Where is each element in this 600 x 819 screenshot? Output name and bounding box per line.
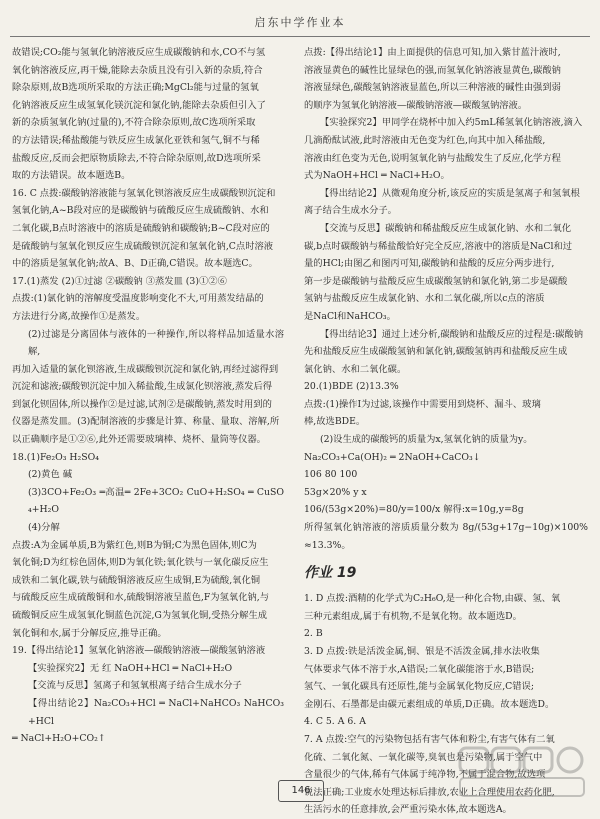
- right-line: 3. D 点拨:铁是活泼金属,铜、银是不活泼金属,排水法收集: [304, 646, 540, 657]
- left-line: 的方法错误;稀盐酸能与铁反应生成氯化亚铁和氢气,铜不与稀: [12, 134, 260, 146]
- left-line: 方法进行分离,故操作①是蒸发。: [12, 310, 146, 322]
- left-line: (2)黄色 碱: [28, 469, 73, 481]
- header-rule: [10, 36, 590, 37]
- left-line: 除杂原则,故B选项所采取的方法正确;MgCl₂能与过量的氢氧: [12, 82, 259, 94]
- right-line: 几滴酚酞试液,此时溶液由无色变为红色,向其中加入稀盐酸,: [304, 134, 546, 146]
- right-line: 化硫、二氧化氮、一氧化碳等,臭氧也是污染物,属于空气中: [304, 751, 543, 763]
- right-line: 金刚石、石墨都是由碳元素组成的单质,D正确。故本题选D。: [304, 698, 555, 710]
- right-line: 1. D 点拨:酒精的化学式为C₂H₆O,是一种化合物,由碳、氢、氧: [304, 593, 561, 605]
- right-column: [304, 44, 588, 819]
- left-line: 硫酸铜反应生成氢氧化铜蓝色沉淀,G为氢氧化铜,受热分解生成: [12, 610, 268, 621]
- header-title: 启东中学作业本: [254, 16, 346, 29]
- left-line: 仪器是蒸发皿。(3)配制溶液的步骤是计算、称量、量取、溶解,所: [12, 416, 280, 428]
- right-line: 【实验探究2】甲同学在烧杯中加入约5mL稀氢氧化钠溶液,滴入: [320, 117, 583, 129]
- left-line: (4)分解: [28, 522, 60, 534]
- right-line: 溶液由红色变为无色,说明氢氧化钠与盐酸发生了反应,化学方程: [304, 152, 561, 164]
- left-line: 新的杂质氢氧化钠(过量的),不符合除杂原则,故C选项所采取: [12, 117, 256, 129]
- left-line: 氧化钠溶液反应,再干燥,能除去杂质且没有引入新的杂质,符合: [12, 64, 263, 76]
- right-line: 碳,b点时碳酸钠与稀盐酸恰好完全反应,溶液中的溶质是NaCl和过: [304, 240, 573, 252]
- left-line: 17.(1)蒸发 (2)①过滤 ②碳酸钠 ③蒸发皿 (3)①②⑥: [12, 275, 227, 287]
- left-line: 到氯化钡固体,所以操作②是过滤,试剂②是碳酸钠,蒸发时用到的: [12, 398, 272, 410]
- right-line: 式为NaOH+HCl ═ NaCl+H₂O。: [304, 170, 450, 182]
- right-line: 氢钠与盐酸反应生成氯化钠、水和二氧化碳,所以c点的溶质: [304, 293, 545, 305]
- left-line: 氢氧化钠,A~B段对应的是碳酸钠与硫酸反应生成硫酸钠、水和: [12, 205, 269, 217]
- left-line: 取的方法错误。故本题选B。: [12, 170, 131, 182]
- left-line: 以正确顺序是①②⑥,此外还需要玻璃棒、烧杯、量筒等仪器。: [12, 434, 266, 446]
- right-line: 量的HCl;由图乙和图丙可知,碳酸钠和盐酸的反应分两步进行,: [304, 258, 555, 270]
- right-line: 53g×20% y x: [304, 486, 367, 498]
- right-line: 第一步是碳酸钠与盐酸反应生成碳酸氢钠和氯化钠,第二步是碳酸: [304, 275, 568, 287]
- left-line: 氧化铜;D为红棕色固体,则D为氧化铁;氧化铁与一氧化碳反应生: [12, 557, 269, 569]
- left-line: 氧化铜和水,属于分解反应,推导正确。: [12, 627, 167, 639]
- right-line: 离子结合生成水分子。: [304, 205, 397, 217]
- left-line: 再加入适量的氯化钡溶液,生成碳酸钡沉淀和氯化钠,再经过滤得到: [12, 363, 279, 375]
- right-line: 4. C 5. A 6. A: [304, 716, 366, 728]
- left-line: 【实验探究2】无 红 NaOH+HCl ═ NaCl+H₂O: [28, 662, 233, 674]
- left-line: 中的溶质是氢氧化钠;故A、B、D正确,C错误。故本题选C。: [12, 258, 258, 270]
- right-line: 溶液显绿色,碳酸氢钠溶液显蓝色,所以三种溶液的碱性由强到弱: [304, 82, 561, 94]
- left-line: 沉淀和滤液;碳酸钡沉淀中加入稀盐酸,生成氯化钡溶液,蒸发后得: [12, 381, 273, 393]
- right-line: 106 80 100: [304, 469, 358, 481]
- right-line: 先和盐酸反应生成碳酸氢钠和氯化钠,碳酸氢钠再和盐酸反应生成: [304, 346, 568, 358]
- left-line: 点拨:A为金属单质,B为紫红色,则B为铜;C为黑色固体,则C为: [12, 539, 257, 551]
- right-line: 是NaCl和NaHCO₃。: [304, 310, 396, 322]
- page-header: [0, 14, 600, 40]
- right-line: 气体要求气体不溶于水,A错误;二氧化碳能溶于水,B错误;: [304, 663, 535, 675]
- left-line: (3)3CO+Fe₂O₃ ═高温═ 2Fe+3CO₂ CuO+H₂SO₄ ═ CuSO₄+H₂O: [28, 486, 284, 516]
- left-line: (2)过滤是分离固体与液体的一种操作,所以将样品加适量水溶解,: [28, 328, 284, 358]
- left-line: 【交流与反思】氢离子和氢氧根离子结合生成水分子: [28, 680, 242, 692]
- right-line: 【得出结论3】通过上述分析,碳酸钠和盐酸反应的过程是:碳酸钠: [320, 328, 584, 340]
- right-line: 7. A 点拨:空气的污染物包括有害气体和粉尘,有害气体有二氧: [304, 733, 555, 745]
- right-line: 氯化钠、水和二氧化碳。: [304, 363, 407, 375]
- left-line: 化钠溶液反应生成氢氧化镁沉淀和氯化钠,能除去杂质但引入了: [12, 99, 266, 111]
- left-column: [12, 44, 284, 748]
- left-line: 16. C 点拨:碳酸钠溶液能与氢氧化钡溶液反应生成碳酸钡沉淀和: [12, 187, 276, 199]
- right-line: 【交流与反思】碳酸钠和稀盐酸反应生成氯化钠、水和二氧化: [320, 222, 572, 234]
- right-line: 生活污水的任意排放,会严重污染水体,故本题选A。: [304, 804, 512, 816]
- right-line: 氢气、一氧化碳具有还原性,能与金属氧化物反应,C错误;: [304, 681, 534, 693]
- left-line: 二氧化碳,B点时溶液中的溶质是硫酸钠和碳酸钠;B~C段对应的: [12, 222, 270, 234]
- left-line: 盐酸反应,反而会把原物质除去,不符合除杂原则,故D选项所采: [12, 152, 261, 164]
- right-line: 说法正确;工业废水处理达标后排放,农业上合理使用农药化肥,: [304, 786, 555, 798]
- left-line: 18.(1)Fe₂O₃ H₂SO₄: [12, 451, 99, 463]
- left-line: ═ NaCl+H₂O+CO₂↑: [12, 733, 106, 745]
- left-line: 点拨:(1)氯化钠的溶解度受温度影响变化不大,可用蒸发结晶的: [12, 293, 264, 305]
- right-line: 2. B: [304, 628, 323, 640]
- right-line: 棒,故选BDE。: [304, 416, 366, 428]
- right-line: 的顺序为氢氧化钠溶液—碳酸钠溶液—碳酸氢钠溶液。: [304, 99, 528, 111]
- left-line: 【得出结论2】Na₂CO₃+HCl ═ NaCl+NaHCO₃ NaHCO₃+HCl: [28, 697, 284, 727]
- right-line: 【得出结论2】从微观角度分析,该反应的实质是氢离子和氢氧根: [320, 187, 580, 199]
- right-line: Na₂CO₃+Ca(OH)₂ ═ 2NaOH+CaCO₃↓: [304, 451, 481, 463]
- right-line: 点拨:(1)操作Ⅰ为过滤,该操作中需要用到烧杯、漏斗、玻璃: [304, 398, 541, 410]
- right-line: 点拨:【得出结论1】由上面提供的信息可知,加入紫甘蓝汁液时,: [304, 47, 561, 58]
- right-line: 作业 19: [304, 565, 357, 582]
- page-number: 146: [278, 780, 324, 802]
- right-line: (2)设生成的碳酸钙的质量为x,氢氧化钠的质量为y。: [320, 434, 533, 446]
- left-line: 与硫酸反应生成硫酸铜和水,硫酸铜溶液呈蓝色,F为氢氧化钠,与: [12, 592, 270, 604]
- right-line: 三种元素组成,属于有机物,不是氧化物。故本题选D。: [304, 610, 522, 622]
- watermark-icon: [458, 744, 586, 800]
- left-line: 19.【得出结论1】氢氧化钠溶液—碳酸钠溶液—碳酸氢钠溶液: [12, 645, 266, 657]
- right-line: 106/(53g×20%)=80/y=100/x 解得:x=10g,y=8g: [304, 504, 524, 516]
- right-line: 溶液显黄色的碱性比显绿色的强,而氢氧化钠溶液显黄色,碳酸钠: [304, 64, 561, 76]
- right-line: 20.(1)BDE (2)13.3%: [304, 381, 399, 393]
- left-line: 是硫酸钠与氢氧化钡反应生成硫酸钡沉淀和氢氧化钠,C点时溶液: [12, 240, 274, 252]
- right-line: 含量很少的气体,稀有气体属于纯净物,不属于混合物,故选项: [304, 769, 546, 781]
- left-line: 成铁和二氧化碳,铁与硫酸铜溶液反应生成铜,E为硫酸,氧化铜: [12, 574, 261, 586]
- left-line: 故错误;CO₂能与氢氧化钠溶液反应生成碳酸钠和水,CO不与氢: [12, 47, 266, 58]
- right-line: 所得氢氧化钠溶液的溶质质量分数为 8g/(53g+17g−10g)×100%≈13.3%。: [304, 522, 588, 551]
